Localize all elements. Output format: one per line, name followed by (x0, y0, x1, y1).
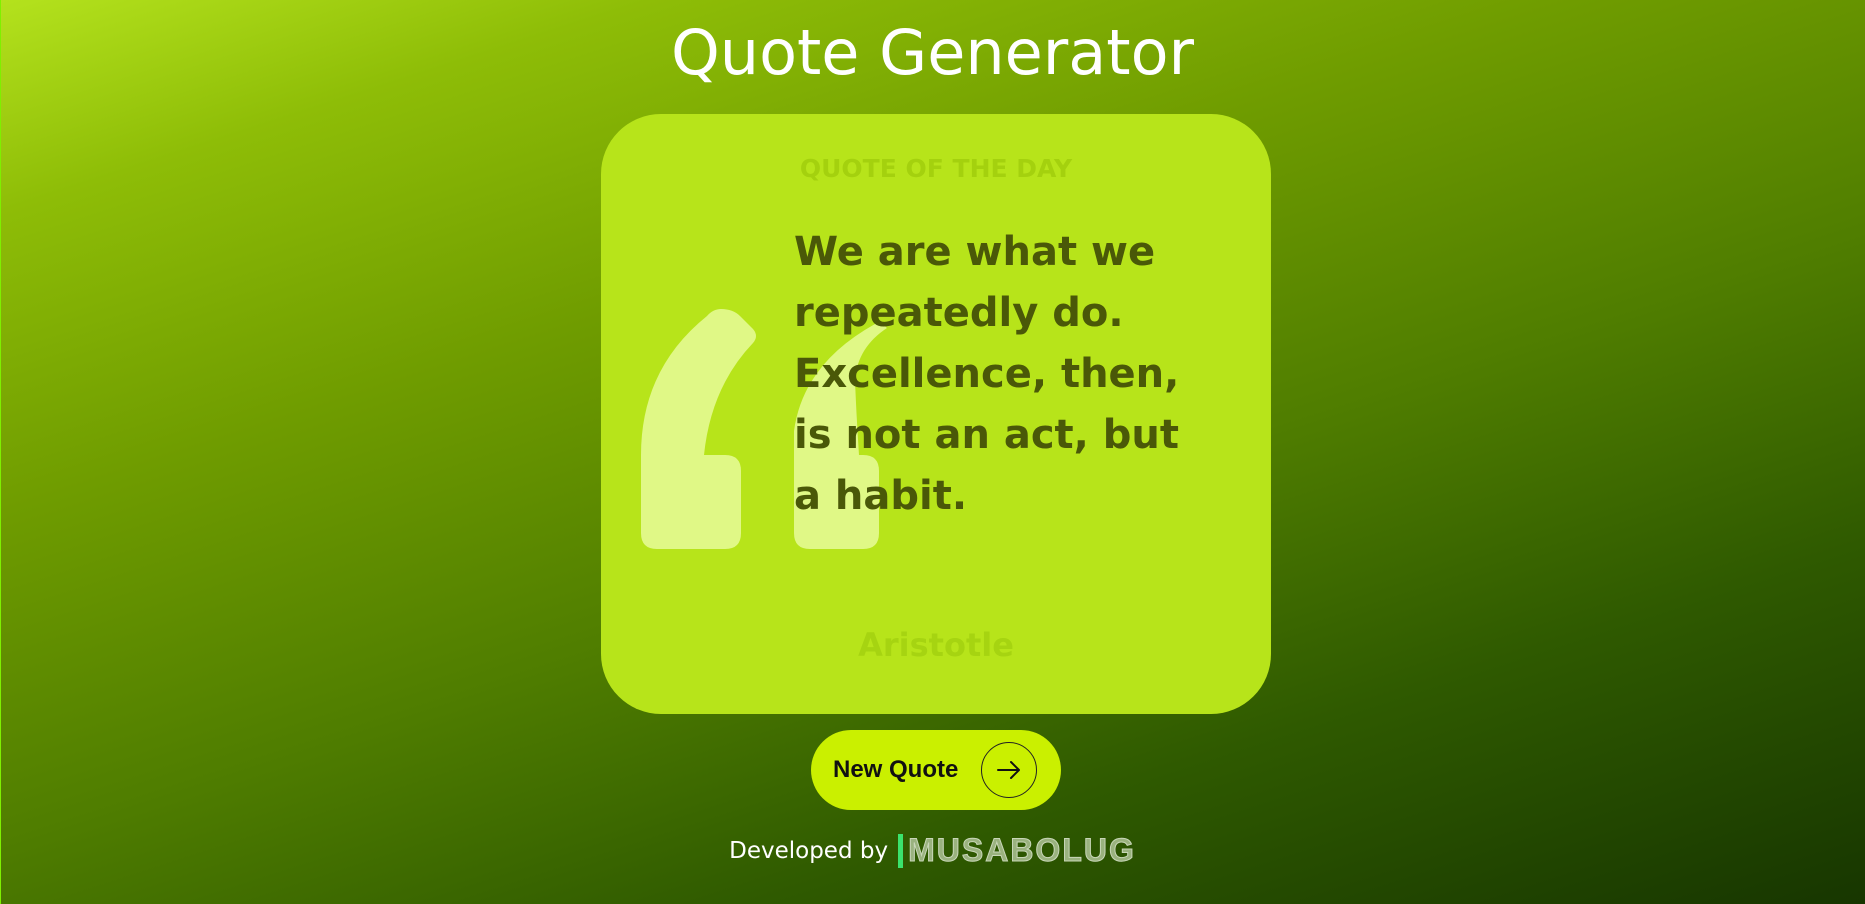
quote-line: Excellence, then, (794, 351, 1180, 397)
page-title: Quote Generator (670, 16, 1195, 89)
left-edge-line (0, 0, 1, 904)
quote-line: a habit. (794, 473, 968, 519)
quote-eyebrow: QUOTE OF THE DAY (799, 154, 1073, 183)
brand-logo[interactable]: MUSABOLUG (908, 832, 1136, 868)
arrow-right-icon (981, 742, 1037, 798)
new-quote-button-label: New Quote (833, 756, 959, 783)
brand-accent-bar (898, 834, 903, 868)
quote-line: is not an act, but (794, 412, 1180, 458)
developed-by-text: Developed by (729, 837, 889, 864)
new-quote-button[interactable] (811, 730, 1061, 810)
quote-author: Aristotle (858, 626, 1014, 664)
quote-card (601, 114, 1271, 714)
quote-text (794, 222, 1204, 527)
quote-line: We are what we (794, 229, 1156, 275)
footer-credit (0, 832, 1865, 869)
quote-line: repeatedly do. (794, 290, 1124, 336)
